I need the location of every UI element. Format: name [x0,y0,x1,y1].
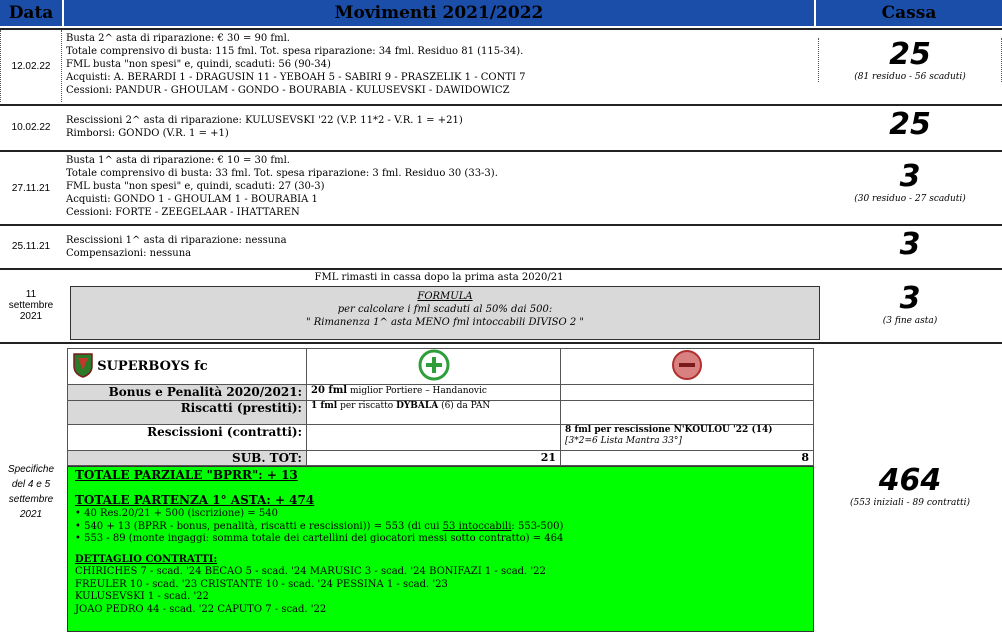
rescissioni-plus [307,425,561,451]
date-line: Specifiche [7,464,55,475]
formula-line: per calcolare i fml scaduti al 50% dai 500: [337,304,553,315]
row-movements [64,112,814,142]
date-line: del 4 e 5 [11,479,51,490]
movement-line: Compensazioni: nessuna [66,248,192,259]
bullet-underlined: 53 intoccabili [442,520,512,532]
rescissioni-amount: 8 fml per rescissione N'KOULOU '22 (14) [565,425,773,435]
subtot-minus: 8 [561,451,814,466]
row-11-settembre-2021 [0,268,1002,342]
team-cell [68,349,307,385]
sept-title: FML rimasti in cassa dopo la prima asta 2020/21 [314,272,564,283]
header-date: Data [0,0,62,26]
bonus-detail: miglior Portiere – Handanovic [347,386,487,396]
contract-line: FREULER 10 - scad. '23 CRISTANTE 10 - scad. '24 PESSINA 1 - scad. '23 [75,578,448,590]
bonus-amount: 20 fml [311,385,348,396]
bullet-line [75,521,806,534]
bonus-minus [561,385,814,401]
cash-value: 3 [899,159,921,194]
cash-value: 3 [899,227,921,262]
cash-note: (553 iniziali - 89 contratti) [849,498,971,508]
date-line: settembre [8,494,54,505]
row-date: 27.11.21 [11,182,51,194]
bullet-text: : 553-500) [511,520,564,532]
movement-line: Cessioni: PANDUR - GHOULAM - GONDO - BOURABIA - KULUSEVSKI - DAWIDOWICZ [66,85,510,96]
team-name: SUPERBOYS fc [97,359,208,374]
row-cash [818,228,1002,262]
movement-line: Rescissioni 1^ asta di riparazione: nessuna [66,235,287,246]
riscatti-minus [561,401,814,425]
minus-column-header [561,349,814,385]
dettaglio-title: DETTAGLIO CONTRATTI: [75,553,218,565]
row-movements [64,152,814,221]
plus-circle-icon [418,373,450,384]
header-movements: Movimenti 2021/2022 [64,0,814,26]
row-cash [818,108,1002,142]
riscatti-label: Riscatti (prestiti): [68,401,307,425]
movement-line: Cessioni: FORTE - ZEEGELAAR - IHATTAREN [66,207,300,218]
contract-line: CHIRICHES 7 - scad. '24 BECAO 5 - scad. '24 MARUSIC 3 - scad. '24 BONIFAZI 1 - scad. '22 [75,566,546,577]
bullet-line: • 553 - 89 (monte ingaggi: somma totale dei cartellini dei giocatori messi sotto contratto) = 464 [75,533,564,544]
bonus-value [307,385,561,401]
cash-note: (3 fine asta) [882,316,938,326]
date-line: settembre [8,299,54,311]
movement-line: Rescissioni 2^ asta di riparazione: KULUSEVSKI '22 (V.P. 11*2 - V.R. 1 = +21) [66,115,463,126]
movement-line: Busta 1^ asta di riparazione: € 10 = 30 fml. [66,155,290,166]
cash-note: (81 residuo - 56 scaduti) [854,72,966,82]
totals-box [67,466,814,632]
plus-column-header [307,349,561,385]
row-movements [64,30,814,102]
row-cash [818,38,1002,82]
row-specifiche [0,342,1002,640]
team-crest-icon [72,352,94,381]
rescissioni-note: [3*2=6 Lista Mantra 33°] [565,436,682,446]
rescissioni-label: Rescissioni (contratti): [68,425,307,451]
row-date: 25.11.21 [11,240,51,252]
formula-box [70,286,820,340]
formula-line: " Rimanenza 1^ asta MENO fml intoccabili DIVISO 2 " [305,317,585,328]
totale-parziale: TOTALE PARZIALE "BPRR": + 13 [75,468,298,482]
movement-line: Rimborsi: GONDO (V.R. 1 = +1) [66,128,229,139]
contract-line: KULUSEVSKI 1 - scad. '22 [75,591,209,602]
row-cash [818,282,1002,326]
row-date [0,344,62,640]
superboys-table [67,348,815,632]
date-line: 2021 [19,509,43,520]
row-10-02-22 [0,104,1002,150]
rescissioni-value [561,425,814,451]
row-12-02-22 [0,28,1002,104]
totale-partenza: TOTALE PARTENZA 1° ASTA: + 474 [75,493,315,507]
row-25-11-21 [0,224,1002,268]
movement-line: FML busta "non spesi" e, quindi, scaduti: 56 (90-34) [66,59,331,70]
movement-line: Totale comprensivo di busta: 115 fml. Tot. spesa riparazione: 34 fml. Residuo 81 (115-34). [66,46,524,57]
riscatti-detail: (6) da PAN [438,401,491,411]
riscatti-value [307,401,561,425]
date-line: 11 [25,288,37,300]
movement-line: FML busta "non spesi" e, quindi, scaduti: 27 (30-3) [66,181,325,192]
bonus-label: Bonus e Penalità 2020/2021: [68,385,307,401]
riscatti-player: DYBALA [396,401,439,411]
contract-line: JOAO PEDRO 44 - scad. '22 CAPUTO 7 - scad. '22 [75,603,327,615]
subtot-plus: 21 [307,451,561,466]
date-line: 2021 [19,310,43,322]
cash-value: 25 [889,37,931,72]
cash-value: 25 [889,107,931,142]
movement-line: Totale comprensivo di busta: 33 fml. Tot. spesa riparazione: 3 fml. Residuo 30 (33-3). [66,168,498,179]
minus-circle-icon [671,373,703,384]
row-date: 12.02.22 [0,30,62,102]
formula-title: FORMULA [417,291,473,302]
row-date [0,270,62,340]
cash-value: 3 [899,281,921,316]
row-27-11-21 [0,150,1002,224]
row-cash [818,464,1002,508]
riscatti-text: per riscatto [337,401,397,411]
row-date: 10.02.22 [11,121,51,133]
subtot-label: SUB. TOT: [68,451,307,466]
movement-line: Busta 2^ asta di riparazione: € 30 = 90 fml. [66,33,290,44]
row-movements [64,232,814,262]
riscatti-amount: 1 fml [311,401,338,411]
bullet-line: • 40 Res.20/21 + 500 (iscrizione) = 540 [75,508,278,519]
movement-line: Acquisti: GONDO 1 - GHOULAM 1 - BOURABIA 1 [66,194,318,205]
header-cash: Cassa [816,0,1002,26]
cash-value: 464 [878,463,942,498]
movement-line: Acquisti: A. BERARDI 1 - DRAGUSIN 11 - YEBOAH 5 - SABIRI 9 - PRASZELIK 1 - CONTI 7 [66,72,526,83]
row-cash [818,160,1002,204]
cash-note: (30 residuo - 27 scaduti) [854,194,966,204]
bullet-text: • 540 + 13 (BPRR - bonus, penalità, riscatti e rescissioni)) = 553 (di cui [75,520,443,532]
